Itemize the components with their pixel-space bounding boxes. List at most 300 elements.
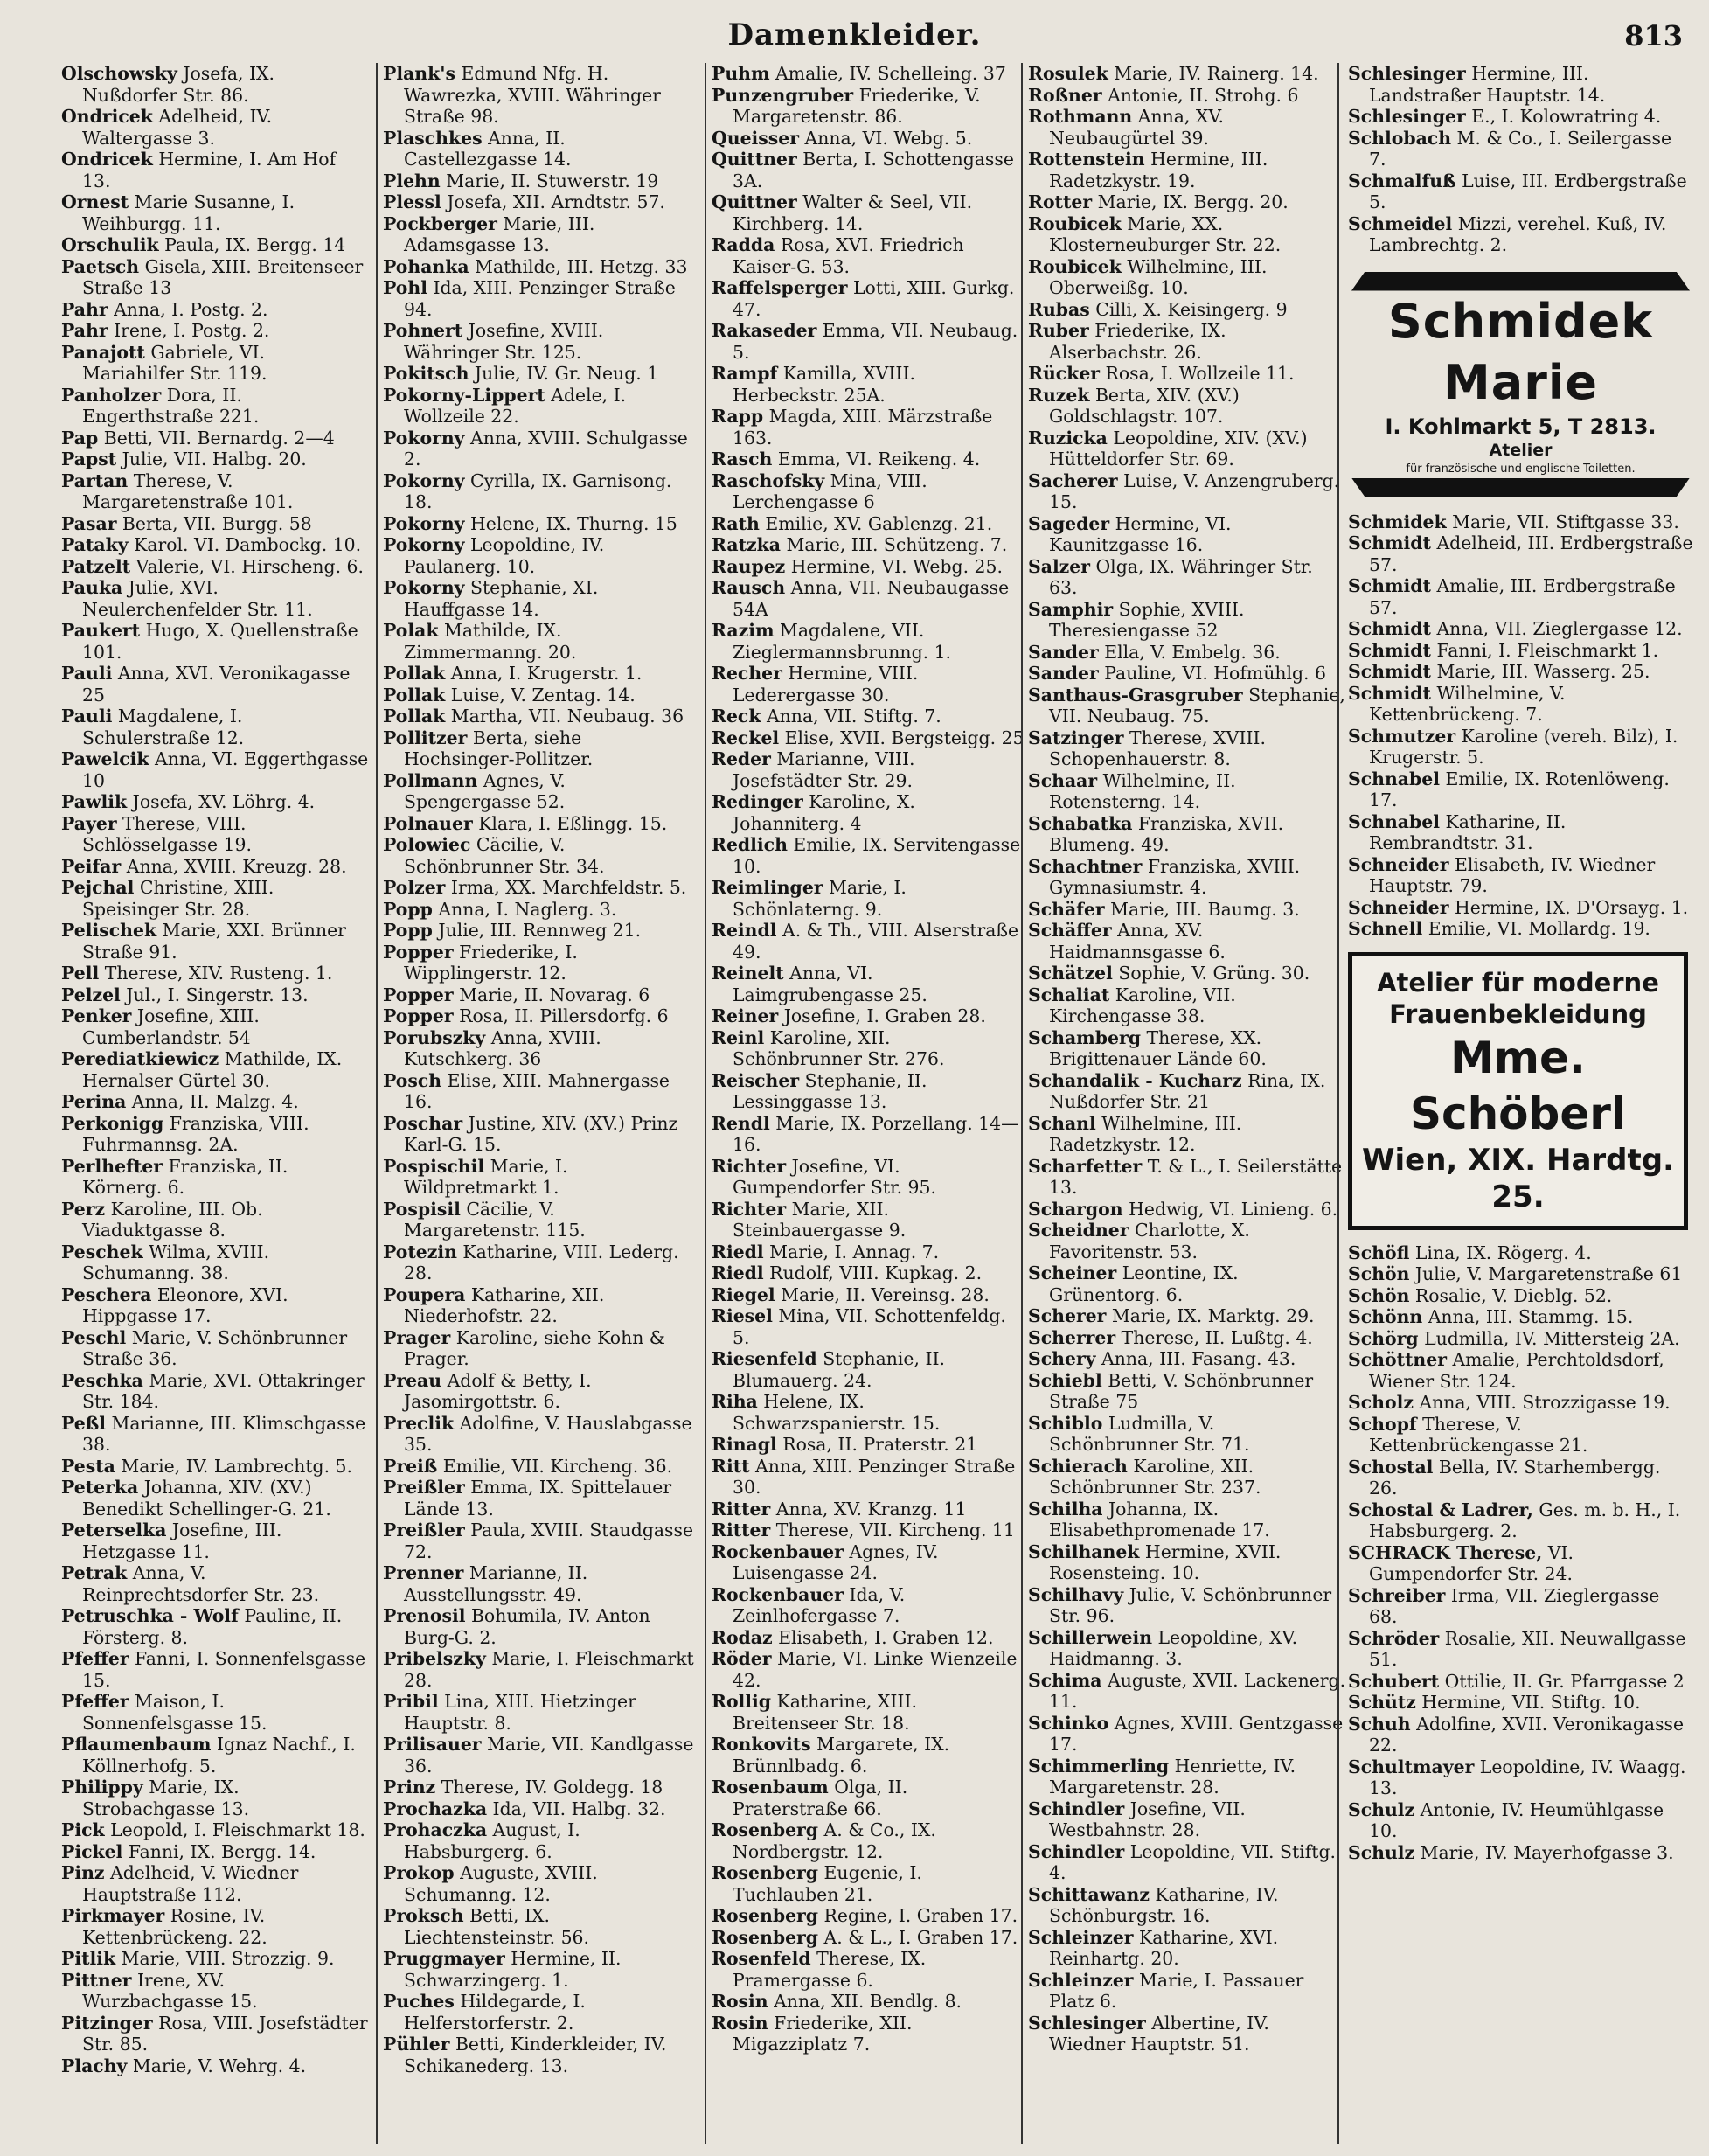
- entry-details: Rosa, II. Pillersdorfg. 6: [459, 1005, 669, 1026]
- directory-entry: [61, 556, 369, 578]
- ad-bottom-band: [1351, 478, 1690, 497]
- directory-entry: [61, 1777, 369, 1819]
- ad-line-4: Wien, XIX. Hardtg. 25.: [1361, 1142, 1675, 1214]
- directory-entry: [1028, 642, 1346, 664]
- entry-details: Hugo, X. Quellenstraße 101.: [82, 620, 358, 663]
- directory-entry: [61, 534, 369, 556]
- directory-entry: [1028, 85, 1346, 107]
- entry-name: Queisser: [712, 127, 799, 149]
- entry-name: Pahr: [61, 320, 108, 341]
- entry-name: Ruber: [1028, 320, 1089, 341]
- entry-name: Pokorny: [383, 577, 465, 598]
- directory-entry: [1028, 984, 1346, 1027]
- entry-name: Popper: [383, 984, 454, 1005]
- entry-name: Pohanka: [383, 255, 469, 277]
- directory-entry: [1348, 811, 1693, 854]
- entry-name: Schargon: [1028, 1198, 1123, 1220]
- directory-entry: [1028, 1713, 1346, 1756]
- directory-entry: [1028, 920, 1346, 963]
- entry-details: Therese, VIII. Schlösselgasse 19.: [82, 812, 252, 855]
- entry-name: Prohaczka: [383, 1819, 488, 1840]
- directory-entry: [712, 1391, 1025, 1434]
- entry-name: Pflaumenbaum: [61, 1734, 212, 1755]
- directory-entry: [1028, 663, 1346, 685]
- directory-entry: [1348, 1799, 1693, 1842]
- entry-name: Rottenstein: [1028, 149, 1145, 170]
- directory-entry: [61, 1091, 369, 1113]
- entry-name: Reindl: [712, 920, 777, 941]
- entry-details: Adolfine, XVII. Veronikagasse 22.: [1369, 1713, 1685, 1756]
- directory-entry: [383, 1413, 696, 1456]
- entry-name: Ornest: [61, 191, 129, 212]
- entry-name: Santhaus-Grasgruber: [1028, 684, 1243, 706]
- entry-details: Marianne, III. Klimschgasse 38.: [82, 1412, 366, 1455]
- entry-name: Rosenbaum: [712, 1777, 829, 1798]
- entry-details: Therese, II. Lußtg. 4.: [1121, 1326, 1313, 1348]
- directory-entry: [712, 1627, 1025, 1649]
- entry-details: Therese, IV. Goldegg. 18: [441, 1777, 663, 1798]
- directory-entry: [383, 1798, 696, 1820]
- directory-entry: [383, 706, 696, 727]
- entry-name: Pollak: [383, 684, 446, 706]
- directory-entry: [383, 1905, 696, 1948]
- directory-entry: [383, 685, 696, 706]
- directory-entry: [61, 1456, 369, 1478]
- directory-entry: [1348, 213, 1693, 256]
- entry-name: Roßner: [1028, 84, 1102, 106]
- entry-details: Marie, I. Fleischmarkt 28.: [404, 1648, 694, 1691]
- directory-entry: [1028, 1970, 1346, 2013]
- entry-details: Franziska, VIII. Fuhrmannsg. 2A.: [82, 1112, 309, 1155]
- directory-entry: [383, 128, 696, 170]
- directory-entry: [61, 385, 369, 428]
- directory-entry: [712, 1520, 1025, 1541]
- entry-details: Henriette, IV. Margaretenstr. 28.: [1049, 1755, 1296, 1798]
- entry-name: Pauli: [61, 706, 113, 727]
- entry-name: Pauka: [61, 577, 123, 598]
- entry-name: Pfeffer: [61, 1648, 129, 1669]
- directory-entry: [383, 385, 696, 428]
- entry-details: Leopoldine, IV. Waagg. 13.: [1369, 1756, 1686, 1798]
- entry-name: Schäfer: [1028, 898, 1105, 920]
- entry-name: Popp: [383, 920, 433, 941]
- entry-details: Katharine, VIII. Lederg. 28.: [404, 1241, 679, 1283]
- directory-entry: [712, 920, 1025, 963]
- entry-name: Schön: [1348, 1284, 1410, 1306]
- entry-details: Marie, IX. Marktg. 29.: [1111, 1305, 1315, 1326]
- entry-details: Josefine, XIII. Cumberlandstr. 54: [82, 1005, 260, 1048]
- directory-entry: [383, 277, 696, 320]
- ad-label: Atelier: [1489, 440, 1553, 460]
- entry-details: Ludmilla, V. Schönbrunner Str. 71.: [1049, 1412, 1250, 1455]
- entry-name: SCHRACK Therese,: [1348, 1541, 1543, 1563]
- entry-details: Agnes, IV. Luisengasse 24.: [733, 1540, 939, 1583]
- entry-name: Rosenfeld: [712, 1948, 811, 1969]
- directory-entry: [712, 63, 1025, 85]
- directory-entry: [61, 1005, 369, 1048]
- directory-entry: [712, 191, 1025, 234]
- entry-name: Peschera: [61, 1283, 152, 1305]
- directory-entry: [712, 470, 1025, 513]
- directory-entry: [1028, 513, 1346, 556]
- entry-details: Rosa, II. Praterstr. 21: [782, 1434, 978, 1455]
- entry-name: Schaar: [1028, 769, 1098, 791]
- directory-entry: [1348, 640, 1693, 662]
- entry-details: Katharine, XII. Niederhofstr. 22.: [404, 1283, 605, 1326]
- entry-details: Anna, XII. Bendlg. 8.: [774, 1991, 962, 2012]
- entry-details: Josefine, VI. Gumpendorfer Str. 95.: [733, 1155, 936, 1198]
- page-number: 813: [1624, 19, 1683, 52]
- entry-details: Julie, IV. Gr. Neug. 1: [474, 363, 659, 384]
- entry-name: Pokorny-Lippert: [383, 384, 545, 406]
- ad-line-2: Frauenbekleidung: [1389, 998, 1647, 1029]
- page-header: [0, 0, 1709, 61]
- entry-details: Anna, I. Naglerg. 3.: [438, 898, 617, 920]
- directory-entry: [1348, 511, 1693, 533]
- entry-name: Reder: [712, 748, 771, 769]
- entry-details: Eugenie, I. Tuchlauben 21.: [733, 1862, 922, 1905]
- entry-name: Redlich: [712, 834, 788, 855]
- entry-name: Röder: [712, 1648, 772, 1669]
- entry-name: Pawlik: [61, 791, 128, 812]
- entry-details: Anna, XV. Haidmannsgasse 6.: [1049, 920, 1226, 963]
- directory-entry: [383, 920, 696, 942]
- entry-name: Pauli: [61, 663, 113, 684]
- entry-details: Margarete, IX. Brünnlbadg. 6.: [733, 1734, 950, 1777]
- entry-details: Adele, I. Wollzeile 22.: [404, 384, 627, 427]
- directory-entry: [61, 1520, 369, 1562]
- directory-entry: [712, 963, 1025, 1005]
- entry-name: Riesel: [712, 1305, 773, 1326]
- entry-name: Prinz: [383, 1777, 436, 1798]
- entry-details: Rosa, XVI. Friedrich Kaiser-G. 53.: [733, 234, 964, 277]
- entry-name: Schnabel: [1348, 810, 1440, 832]
- entry-details: Emilie, IX. Servitengasse 10.: [733, 834, 1021, 877]
- directory-entry: [712, 1027, 1025, 1070]
- entry-details: Jul., I. Singerstr. 13.: [126, 984, 309, 1005]
- entry-details: Franziska, XVII. Blumeng. 49.: [1049, 812, 1284, 855]
- entry-group-bottom: [1348, 1242, 1693, 1864]
- entry-details: Berta, I. Schottengasse 3A.: [733, 149, 1014, 191]
- entry-details: Rosine, IV. Kettenbrückeng. 22.: [82, 1905, 267, 1948]
- entry-name: Reimlinger: [712, 877, 823, 898]
- entry-name: Riegel: [712, 1283, 775, 1305]
- entry-details: Marie, XVI. Ottakringer Str. 184.: [82, 1369, 365, 1412]
- entry-details: Marie, I. Schönlaterng. 9.: [733, 877, 907, 920]
- entry-details: Lina, XIII. Hietzinger Hauptstr. 8.: [404, 1691, 636, 1734]
- entry-name: Rockenbauer: [712, 1540, 844, 1562]
- entry-name: Pap: [61, 427, 99, 449]
- directory-entry: [61, 191, 369, 234]
- directory-entry: [712, 534, 1025, 556]
- directory-entry: [61, 1113, 369, 1156]
- entry-name: Perkonigg: [61, 1112, 164, 1134]
- entry-name: Schmidt: [1348, 532, 1431, 553]
- entry-name: Recher: [712, 663, 782, 684]
- entry-name: Schabatka: [1028, 812, 1133, 834]
- entry-details: Cilli, X. Keisingerg. 9: [1095, 298, 1288, 320]
- ad-top-band: [1351, 272, 1690, 291]
- entry-details: Marie, IX. Porzellang. 14—16.: [733, 1112, 1019, 1155]
- entry-details: Marie, VIII. Strozzig. 9.: [121, 1948, 335, 1969]
- entry-name: Pollmann: [383, 769, 478, 791]
- directory-entry: [1028, 213, 1346, 256]
- entry-details: Olga, II. Praterstraße 66.: [733, 1777, 908, 1819]
- entry-details: Wilma, XVIII. Schumanng. 38.: [82, 1241, 270, 1283]
- directory-entry: [712, 320, 1025, 363]
- entry-name: Pospischil: [383, 1155, 485, 1177]
- entry-name: Pirkmayer: [61, 1905, 165, 1926]
- entry-name: Schütz: [1348, 1692, 1416, 1713]
- entry-name: Pokorny: [383, 427, 465, 449]
- entry-name: Riedl: [712, 1262, 764, 1283]
- directory-entry: [383, 1327, 696, 1370]
- entry-details: E., I. Kolowratring 4.: [1471, 106, 1662, 127]
- entry-details: Dora, II. Engerthstraße 221.: [82, 384, 260, 427]
- directory-entry: [383, 1477, 696, 1520]
- entry-details: Antonie, IV. Heumühlgasse 10.: [1369, 1798, 1664, 1841]
- entry-details: Amalie, III. Erdbergstraße 57.: [1369, 575, 1676, 618]
- entry-details: Justine, XIV. (XV.) Prinz Karl-G. 15.: [404, 1112, 678, 1155]
- directory-entry: [712, 1199, 1025, 1241]
- directory-entry: [61, 1648, 369, 1691]
- entry-details: Marie, II. Novarag. 6: [459, 984, 650, 1005]
- directory-entry: [712, 1541, 1025, 1584]
- entry-details: Elisabeth, I. Graben 12.: [778, 1626, 994, 1648]
- directory-entry: [61, 1284, 369, 1327]
- directory-entry: [1028, 1070, 1346, 1113]
- entry-details: Marie, III. Schützeng. 7.: [786, 534, 1008, 555]
- entry-name: Plessl: [383, 191, 441, 212]
- directory-entry: [712, 449, 1025, 470]
- entry-name: Peifar: [61, 855, 122, 877]
- entry-details: Anna, VI. Eggerthgasse 10: [82, 748, 369, 791]
- entry-details: Stephanie, VII. Neubaug. 75.: [1049, 684, 1345, 727]
- entry-details: Rosalie, XII. Neuwallgasse 51.: [1369, 1627, 1686, 1670]
- directory-entry: [712, 234, 1025, 277]
- entry-name: Riesenfeld: [712, 1348, 817, 1369]
- entry-details: Bohumila, IV. Anton Burg-G. 2.: [404, 1605, 650, 1648]
- entry-details: Marie, XX. Klosterneuburger Str. 22.: [1049, 212, 1282, 255]
- directory-entry: [1348, 918, 1693, 940]
- entry-details: Therese, XIV. Rusteng. 1.: [104, 963, 333, 984]
- directory-entry: [1028, 191, 1346, 213]
- entry-details: Katharine, XVI. Reinhartg. 20.: [1049, 1926, 1279, 1969]
- entry-details: Mina, VII. Schottenfeldg. 5.: [733, 1305, 1006, 1348]
- entry-details: Ella, V. Embelg. 36.: [1104, 641, 1281, 663]
- directory-entry: [383, 1819, 696, 1862]
- directory-entry: [1028, 1927, 1346, 1970]
- entry-details: Emilie, XV. Gablenzg. 21.: [765, 512, 993, 534]
- entry-name: Schittawanz: [1028, 1883, 1150, 1905]
- entry-name: Schostal & Ladrer,: [1348, 1499, 1533, 1520]
- entry-name: Schamberg: [1028, 1026, 1141, 1048]
- directory-entry: [1028, 1798, 1346, 1841]
- entry-name: Richter: [712, 1198, 787, 1220]
- entry-details: Lotti, XIII. Gurkg. 47.: [733, 277, 1015, 320]
- entry-name: Schilhanek: [1028, 1540, 1140, 1562]
- entry-name: Scherrer: [1028, 1326, 1116, 1348]
- directory-entry: [1028, 1499, 1346, 1541]
- entry-name: Schilha: [1028, 1498, 1103, 1520]
- entry-details: Auguste, XVIII. Schumanng. 12.: [404, 1862, 598, 1905]
- entry-name: Reischer: [712, 1069, 800, 1091]
- entry-name: Schachtner: [1028, 855, 1143, 877]
- directory-entry: [383, 1241, 696, 1284]
- directory-entry: [61, 256, 369, 299]
- directory-entry: [61, 963, 369, 984]
- entry-name: Pruggmayer: [383, 1948, 505, 1969]
- entry-name: Rath: [712, 512, 760, 534]
- entry-details: Marianne, VIII. Josefstädter Str. 29.: [733, 748, 915, 791]
- entry-details: Stephanie, XI. Hauffgasse 14.: [404, 577, 599, 620]
- directory-entry: [61, 706, 369, 748]
- entry-name: Roubicek: [1028, 255, 1122, 277]
- entry-name: Polowiec: [383, 834, 471, 855]
- entry-name: Prilisauer: [383, 1734, 482, 1755]
- directory-entry: [1348, 1842, 1693, 1864]
- entry-details: Emma, VII. Neubaug. 5.: [733, 320, 1018, 363]
- directory-entry: [383, 1199, 696, 1241]
- entry-name: Panholzer: [61, 384, 162, 406]
- entry-details: Josefine, III. Hetzgasse 11.: [82, 1520, 282, 1562]
- entry-details: Hildegarde, I. Helferstorferstr. 2.: [404, 1991, 586, 2034]
- entry-name: Satzinger: [1028, 727, 1124, 748]
- entry-details: Valerie, VI. Hirscheng. 6.: [135, 555, 365, 577]
- entry-name: Razim: [712, 620, 775, 641]
- entry-details: Anna, V. Reinprechtsdorfer Str. 23.: [82, 1562, 320, 1605]
- entry-name: Scholz: [1348, 1392, 1414, 1413]
- directory-entry: [1028, 963, 1346, 984]
- directory-entry: [1348, 726, 1693, 769]
- entry-name: Ondricek: [61, 106, 153, 127]
- directory-entry: [1348, 1414, 1693, 1457]
- directory-entry: [1028, 470, 1346, 513]
- entry-details: Wilhelmine, II. Rotensterng. 14.: [1049, 769, 1236, 812]
- entry-details: Helene, IX. Schwarzspanierstr. 15.: [733, 1391, 941, 1434]
- directory-entry: [383, 213, 696, 256]
- entry-name: Perlhefter: [61, 1155, 163, 1177]
- entry-name: Rinagl: [712, 1434, 777, 1455]
- entry-name: Rockenbauer: [712, 1583, 844, 1605]
- directory-entry: [1028, 1305, 1346, 1327]
- entry-group-middle: [1348, 511, 1693, 940]
- directory-entry: [1348, 1285, 1693, 1307]
- entry-name: Schandalik - Kucharz: [1028, 1069, 1242, 1091]
- entry-details: Johanna, IX. Elisabethpromenade 17.: [1049, 1498, 1270, 1540]
- entry-name: Pataky: [61, 534, 129, 555]
- entry-name: Prochazka: [383, 1798, 488, 1819]
- entry-name: Plehn: [383, 170, 441, 191]
- entry-details: Fanni, I. Fleischmarkt 1.: [1436, 639, 1659, 661]
- directory-entry: [61, 1327, 369, 1370]
- entry-name: Rosenberg: [712, 1819, 819, 1840]
- entry-name: Panajott: [61, 341, 145, 363]
- directory-entry: [1028, 1670, 1346, 1713]
- directory-entry: [1028, 1456, 1346, 1499]
- entry-details: Marie, IV. Lambrechtg. 5.: [121, 1455, 352, 1477]
- entry-details: Auguste, XVII. Lackenerg. 11.: [1049, 1669, 1346, 1712]
- directory-entry: [1348, 532, 1693, 575]
- entry-details: Rina, IX. Nußdorfer Str. 21: [1049, 1069, 1326, 1112]
- entry-name: Pokorny: [383, 534, 465, 555]
- entry-details: Edmund Nfg. H. Wawrezka, XVIII. Währinger Straße 98.: [404, 63, 661, 127]
- entry-details: Ida, VII. Halbg. 32.: [492, 1798, 666, 1819]
- directory-column-4: [1021, 63, 1346, 2144]
- entry-details: Julie, V. Schönbrunner Str. 96.: [1049, 1583, 1332, 1626]
- entry-name: Pickel: [61, 1840, 123, 1862]
- directory-entry: [383, 1027, 696, 1070]
- directory-entry: [1028, 899, 1346, 921]
- directory-entry: [712, 577, 1025, 620]
- directory-entry: [383, 470, 696, 513]
- entry-name: Schleinzer: [1028, 1926, 1134, 1948]
- entry-details: Anna, XVIII. Kreuzg. 28.: [126, 855, 347, 877]
- directory-entry: [61, 748, 369, 791]
- entry-details: Berta, XIV. (XV.) Goldschlagstr. 107.: [1049, 384, 1240, 427]
- directory-entry: [383, 513, 696, 535]
- entry-details: Rudolf, VIII. Kupkag. 2.: [769, 1262, 983, 1283]
- entry-name: Schostal: [1348, 1456, 1434, 1478]
- entry-details: Elise, XVII. Bergsteigg. 25: [784, 727, 1025, 748]
- entry-details: Karoline, siehe Kohn & Prager.: [404, 1326, 665, 1369]
- directory-entry: [712, 85, 1025, 128]
- directory-entry: [383, 1156, 696, 1199]
- entry-details: Antonie, II. Strohg. 6: [1108, 84, 1299, 106]
- entry-name: Penker: [61, 1005, 132, 1026]
- entry-details: Anna, III. Fasang. 43.: [1101, 1348, 1296, 1369]
- directory-entry: [61, 620, 369, 663]
- directory-entry: [1028, 685, 1346, 727]
- directory-entry: [1028, 149, 1346, 191]
- entry-details: A. & Co., IX. Nordbergstr. 12.: [733, 1819, 936, 1862]
- directory-entry: [61, 1691, 369, 1734]
- directory-entry: [712, 1241, 1025, 1263]
- entry-name: Roubicek: [1028, 212, 1122, 234]
- entry-details: Irene, XV. Wurzbachgasse 15.: [82, 1969, 258, 2012]
- entry-details: Friederike, IX. Alserbachstr. 26.: [1049, 320, 1226, 363]
- entry-name: Rosulek: [1028, 63, 1108, 84]
- entry-name: Ratzka: [712, 534, 781, 555]
- directory-entry: [383, 1113, 696, 1156]
- entry-details: Walter & Seel, VII. Kirchberg. 14.: [733, 191, 973, 234]
- entry-details: Wilhelmine, V. Kettenbrückeng. 7.: [1369, 682, 1566, 725]
- entry-details: Marie, V. Schönbrunner Straße 36.: [82, 1326, 348, 1369]
- entry-name: Schmalfuß: [1348, 170, 1456, 191]
- entry-name: Popper: [383, 1005, 454, 1026]
- directory-entry: [383, 1648, 696, 1691]
- directory-entry: [61, 1241, 369, 1284]
- entry-name: Schopf: [1348, 1413, 1417, 1435]
- directory-entry: [61, 63, 369, 106]
- entry-name: Sander: [1028, 663, 1099, 684]
- entry-details: Wilhelmine, III. Radetzkystr. 12.: [1049, 1112, 1242, 1155]
- entry-details: Ida, V. Zeinlhofergasse 7.: [733, 1583, 906, 1626]
- entry-details: Anna, XV. Neubaugürtel 39.: [1049, 106, 1224, 149]
- directory-entry: [61, 320, 369, 342]
- entry-name: Rakaseder: [712, 320, 817, 341]
- entry-details: Paula, XVIII. Staudgasse 72.: [404, 1520, 694, 1562]
- entry-name: Preau: [383, 1369, 442, 1391]
- entry-name: Redinger: [712, 791, 803, 812]
- entry-details: Marie, XII. Steinbauergasse 9.: [733, 1198, 907, 1241]
- entry-name: Plachy: [61, 2055, 128, 2076]
- entry-name: Rendl: [712, 1112, 770, 1134]
- entry-details: Anna, II. Castellezgasse 14.: [404, 127, 572, 170]
- entry-name: Perz: [61, 1198, 106, 1220]
- ad-business-name: Schmidek Marie: [1387, 293, 1654, 410]
- directory-entry: [383, 1691, 696, 1734]
